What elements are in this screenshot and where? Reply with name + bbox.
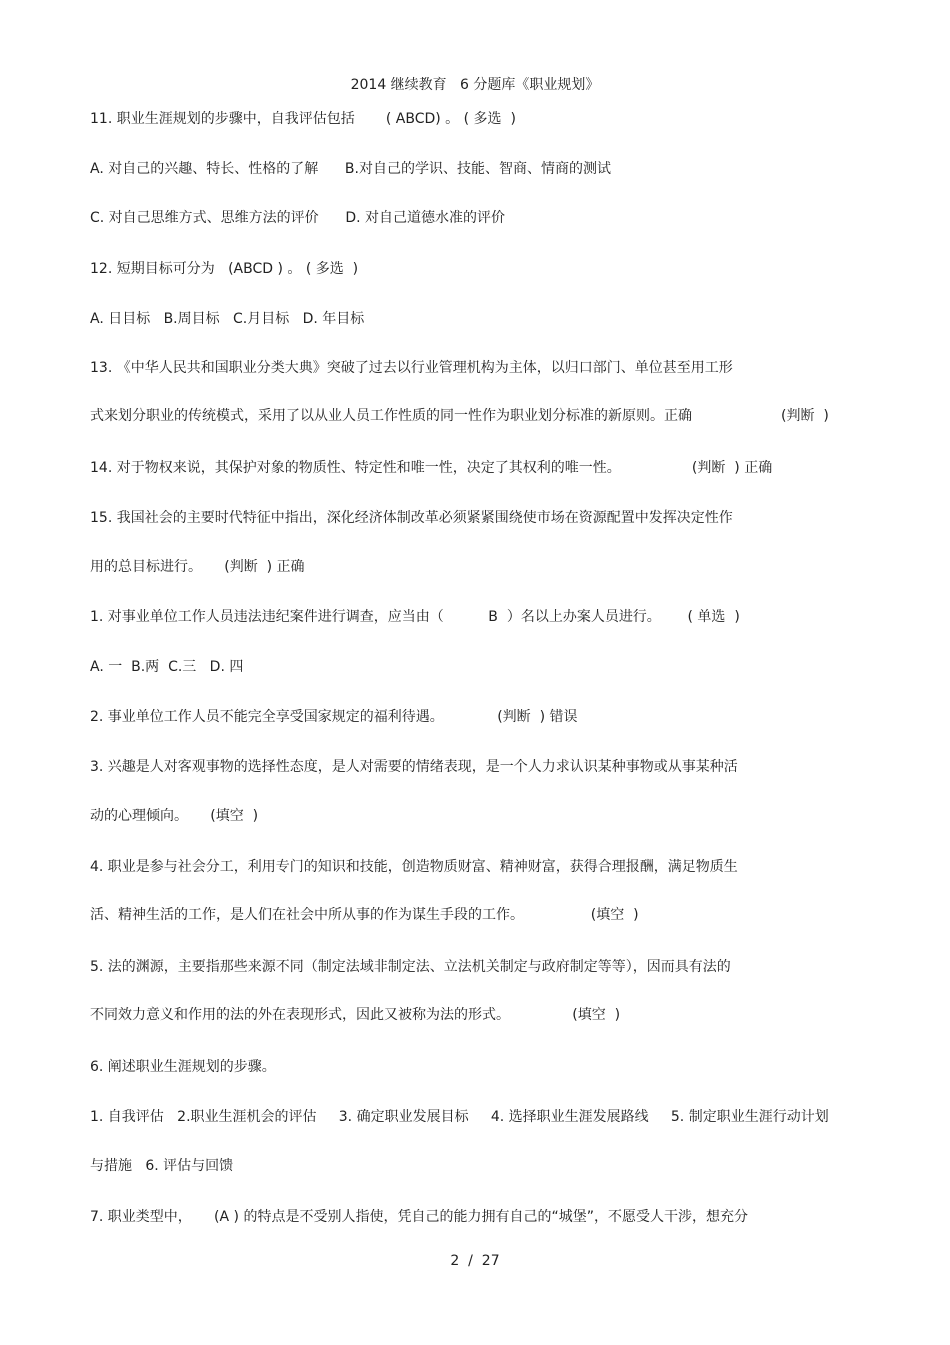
text-line: A. 日目标 B.周目标 C.月目标 D. 年目标 (90, 311, 365, 327)
text-line: 11. 职业生涯规划的步骤中，自我评估包括 ( ABCD) 。 ( 多选 ) (90, 111, 516, 127)
text-line: 1. 对事业单位工作人员违法违纪案件进行调查，应当由（ B ）名以上办案人员进行。 ( 单选 ) (90, 609, 740, 625)
text-line: C. 对自己思维方式、思维方法的评价 D. 对自己道德水准的评价 (90, 210, 506, 226)
text-line: 3. 兴趣是人对客观事物的选择性态度，是人对需要的情绪表现，是一个人力求认识某种事物或从事某种活 (90, 759, 738, 775)
text-line: 不同效力意义和作用的法的外在表现形式，因此又被称为法的形式。 (填空 ) (90, 1007, 621, 1023)
text-line: 6. 阐述职业生涯规划的步骤。 (90, 1059, 276, 1075)
text-line: 15. 我国社会的主要时代特征中指出，深化经济体制改革必须紧紧围绕使市场在资源配置中发挥决定性作 (90, 510, 733, 526)
text-line: 动的心理倾向。 (填空 ) (90, 808, 259, 824)
text-line: 2. 事业单位工作人员不能完全享受国家规定的福利待遇。 (判断 ) 错误 (90, 709, 578, 725)
text-line: 13. 《中华人民共和国职业分类大典》突破了过去以行业管理机构为主体，以归口部门、单位甚至用工形 (90, 360, 733, 376)
text-line: A. 对自己的兴趣、特长、性格的了解 B.对自己的学识、技能、智商、情商的测试 (90, 161, 611, 177)
text-line: 活、精神生活的工作，是人们在社会中所从事的作为谋生手段的工作。 (填空 ) (90, 907, 639, 923)
text-line: 12. 短期目标可分为 (ABCD ) 。 ( 多选 ) (90, 261, 359, 277)
text-line: 用的总目标进行。 (判断 ) 正确 (90, 559, 305, 575)
text-line: 14. 对于物权来说，其保护对象的物质性、特定性和唯一性，决定了其权利的唯一性。 (判断 ) 正确 (90, 460, 773, 476)
text-line: 与措施 6. 评估与回馈 (90, 1158, 234, 1174)
page-number: 2 / 27 (450, 1253, 500, 1269)
text-line: 1. 自我评估 2.职业生涯机会的评估 3. 确定职业发展目标 4. 选择职业生涯发展路线 5. 制定职业生涯行动计划 (90, 1109, 829, 1125)
document-title: 2014 继续教育 6 分题库《职业规划》 (350, 77, 600, 93)
text-line: 4. 职业是参与社会分工，利用专门的知识和技能，创造物质财富、精神财富，获得合理报酬，满足物质生 (90, 859, 738, 875)
text-line: A. 一 B.两 C.三 D. 四 (90, 659, 244, 675)
text-line: 7. 职业类型中， (A ) 的特点是不受别人指使，凭自己的能力拥有自己的“城堡”，不愿受人干涉，想充分 (90, 1209, 748, 1225)
text-line: 5. 法的渊源，主要指那些来源不同（制定法域非制定法、立法机关制定与政府制定等等），因而具有法的 (90, 959, 731, 975)
text-line: 式来划分职业的传统模式，采用了以从业人员工作性质的同一性作为职业划分标准的新原则。正确 (判断 ) (90, 408, 829, 424)
